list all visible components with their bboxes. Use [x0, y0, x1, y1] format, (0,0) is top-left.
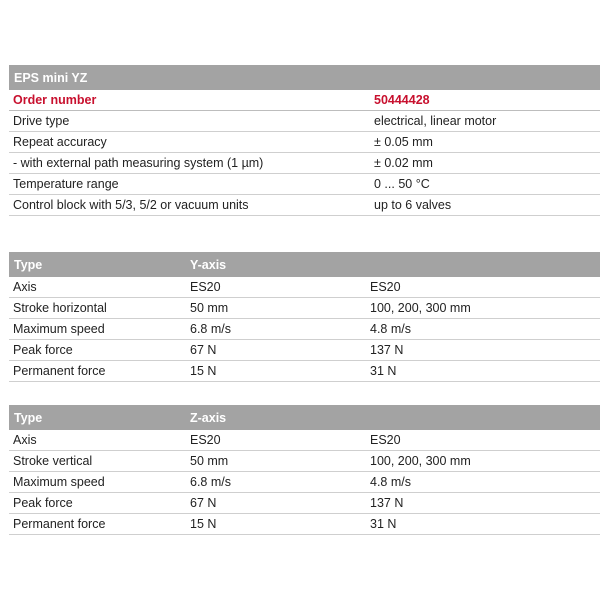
- table-row: [9, 493, 600, 514]
- row-value-1: ES20: [190, 280, 221, 294]
- row-label: Permanent force: [13, 517, 106, 531]
- row-value-1: ES20: [190, 433, 221, 447]
- row-label: Control block with 5/3, 5/2 or vacuum units: [13, 198, 249, 212]
- order-number-value: 50444428: [374, 93, 430, 107]
- row-label: Stroke horizontal: [13, 301, 107, 315]
- type-header: Type: [14, 410, 43, 425]
- table-row: [9, 132, 600, 153]
- row-value: 0 ... 50 °C: [374, 177, 430, 191]
- table-row: [9, 451, 600, 472]
- row-value: ± 0.02 mm: [374, 156, 433, 170]
- row-label: Maximum speed: [13, 322, 105, 336]
- row-value-1: 15 N: [190, 364, 217, 378]
- table-row: [9, 361, 600, 382]
- axis-header: Z-axis: [190, 410, 227, 425]
- row-value-1: 50 mm: [190, 301, 229, 315]
- spec-table: [9, 65, 600, 216]
- row-value-1: 6.8 m/s: [190, 322, 231, 336]
- table-row: [9, 472, 600, 493]
- table-row: [9, 298, 600, 319]
- table-row: [9, 319, 600, 340]
- row-label: Axis: [13, 433, 37, 447]
- row-value-2: 4.8 m/s: [370, 322, 411, 336]
- table-row: [9, 430, 600, 451]
- y-axis-table-header: [9, 252, 600, 277]
- table-row: [9, 153, 600, 174]
- y-axis-table: [9, 252, 600, 382]
- row-value: ± 0.05 mm: [374, 135, 433, 149]
- row-label: - with external path measuring system (1 µm): [13, 156, 264, 170]
- row-label: Peak force: [13, 343, 73, 357]
- row-value: up to 6 valves: [374, 198, 452, 212]
- row-value-2: 100, 200, 300 mm: [370, 454, 471, 468]
- order-number-label: Order number: [13, 93, 97, 107]
- row-value-1: 50 mm: [190, 454, 229, 468]
- table-row: [9, 195, 600, 216]
- row-value-2: 137 N: [370, 496, 404, 510]
- row-value-2: 100, 200, 300 mm: [370, 301, 471, 315]
- type-header: Type: [14, 257, 43, 272]
- z-axis-table: [9, 405, 600, 535]
- row-label: Peak force: [13, 496, 73, 510]
- row-value-1: 67 N: [190, 343, 217, 357]
- table-row: [9, 174, 600, 195]
- row-value-2: 31 N: [370, 517, 397, 531]
- table-row: [9, 340, 600, 361]
- product-title: EPS mini YZ: [14, 70, 88, 85]
- row-label: Drive type: [13, 114, 70, 128]
- order-number-row: [9, 90, 600, 111]
- row-value-1: 6.8 m/s: [190, 475, 231, 489]
- spec-table-header: [9, 65, 600, 90]
- row-label: Repeat accuracy: [13, 135, 107, 149]
- row-value-2: ES20: [370, 433, 401, 447]
- row-label: Temperature range: [13, 177, 119, 191]
- row-label: Permanent force: [13, 364, 106, 378]
- row-value-2: 31 N: [370, 364, 397, 378]
- row-label: Stroke vertical: [13, 454, 93, 468]
- table-row: [9, 111, 600, 132]
- row-value-1: 67 N: [190, 496, 217, 510]
- row-value-2: ES20: [370, 280, 401, 294]
- table-row: [9, 277, 600, 298]
- row-label: Maximum speed: [13, 475, 105, 489]
- row-value: electrical, linear motor: [374, 114, 497, 128]
- axis-header: Y-axis: [190, 257, 227, 272]
- table-row: [9, 514, 600, 535]
- row-label: Axis: [13, 280, 37, 294]
- z-axis-table-header: [9, 405, 600, 430]
- row-value-2: 137 N: [370, 343, 404, 357]
- row-value-1: 15 N: [190, 517, 217, 531]
- row-value-2: 4.8 m/s: [370, 475, 411, 489]
